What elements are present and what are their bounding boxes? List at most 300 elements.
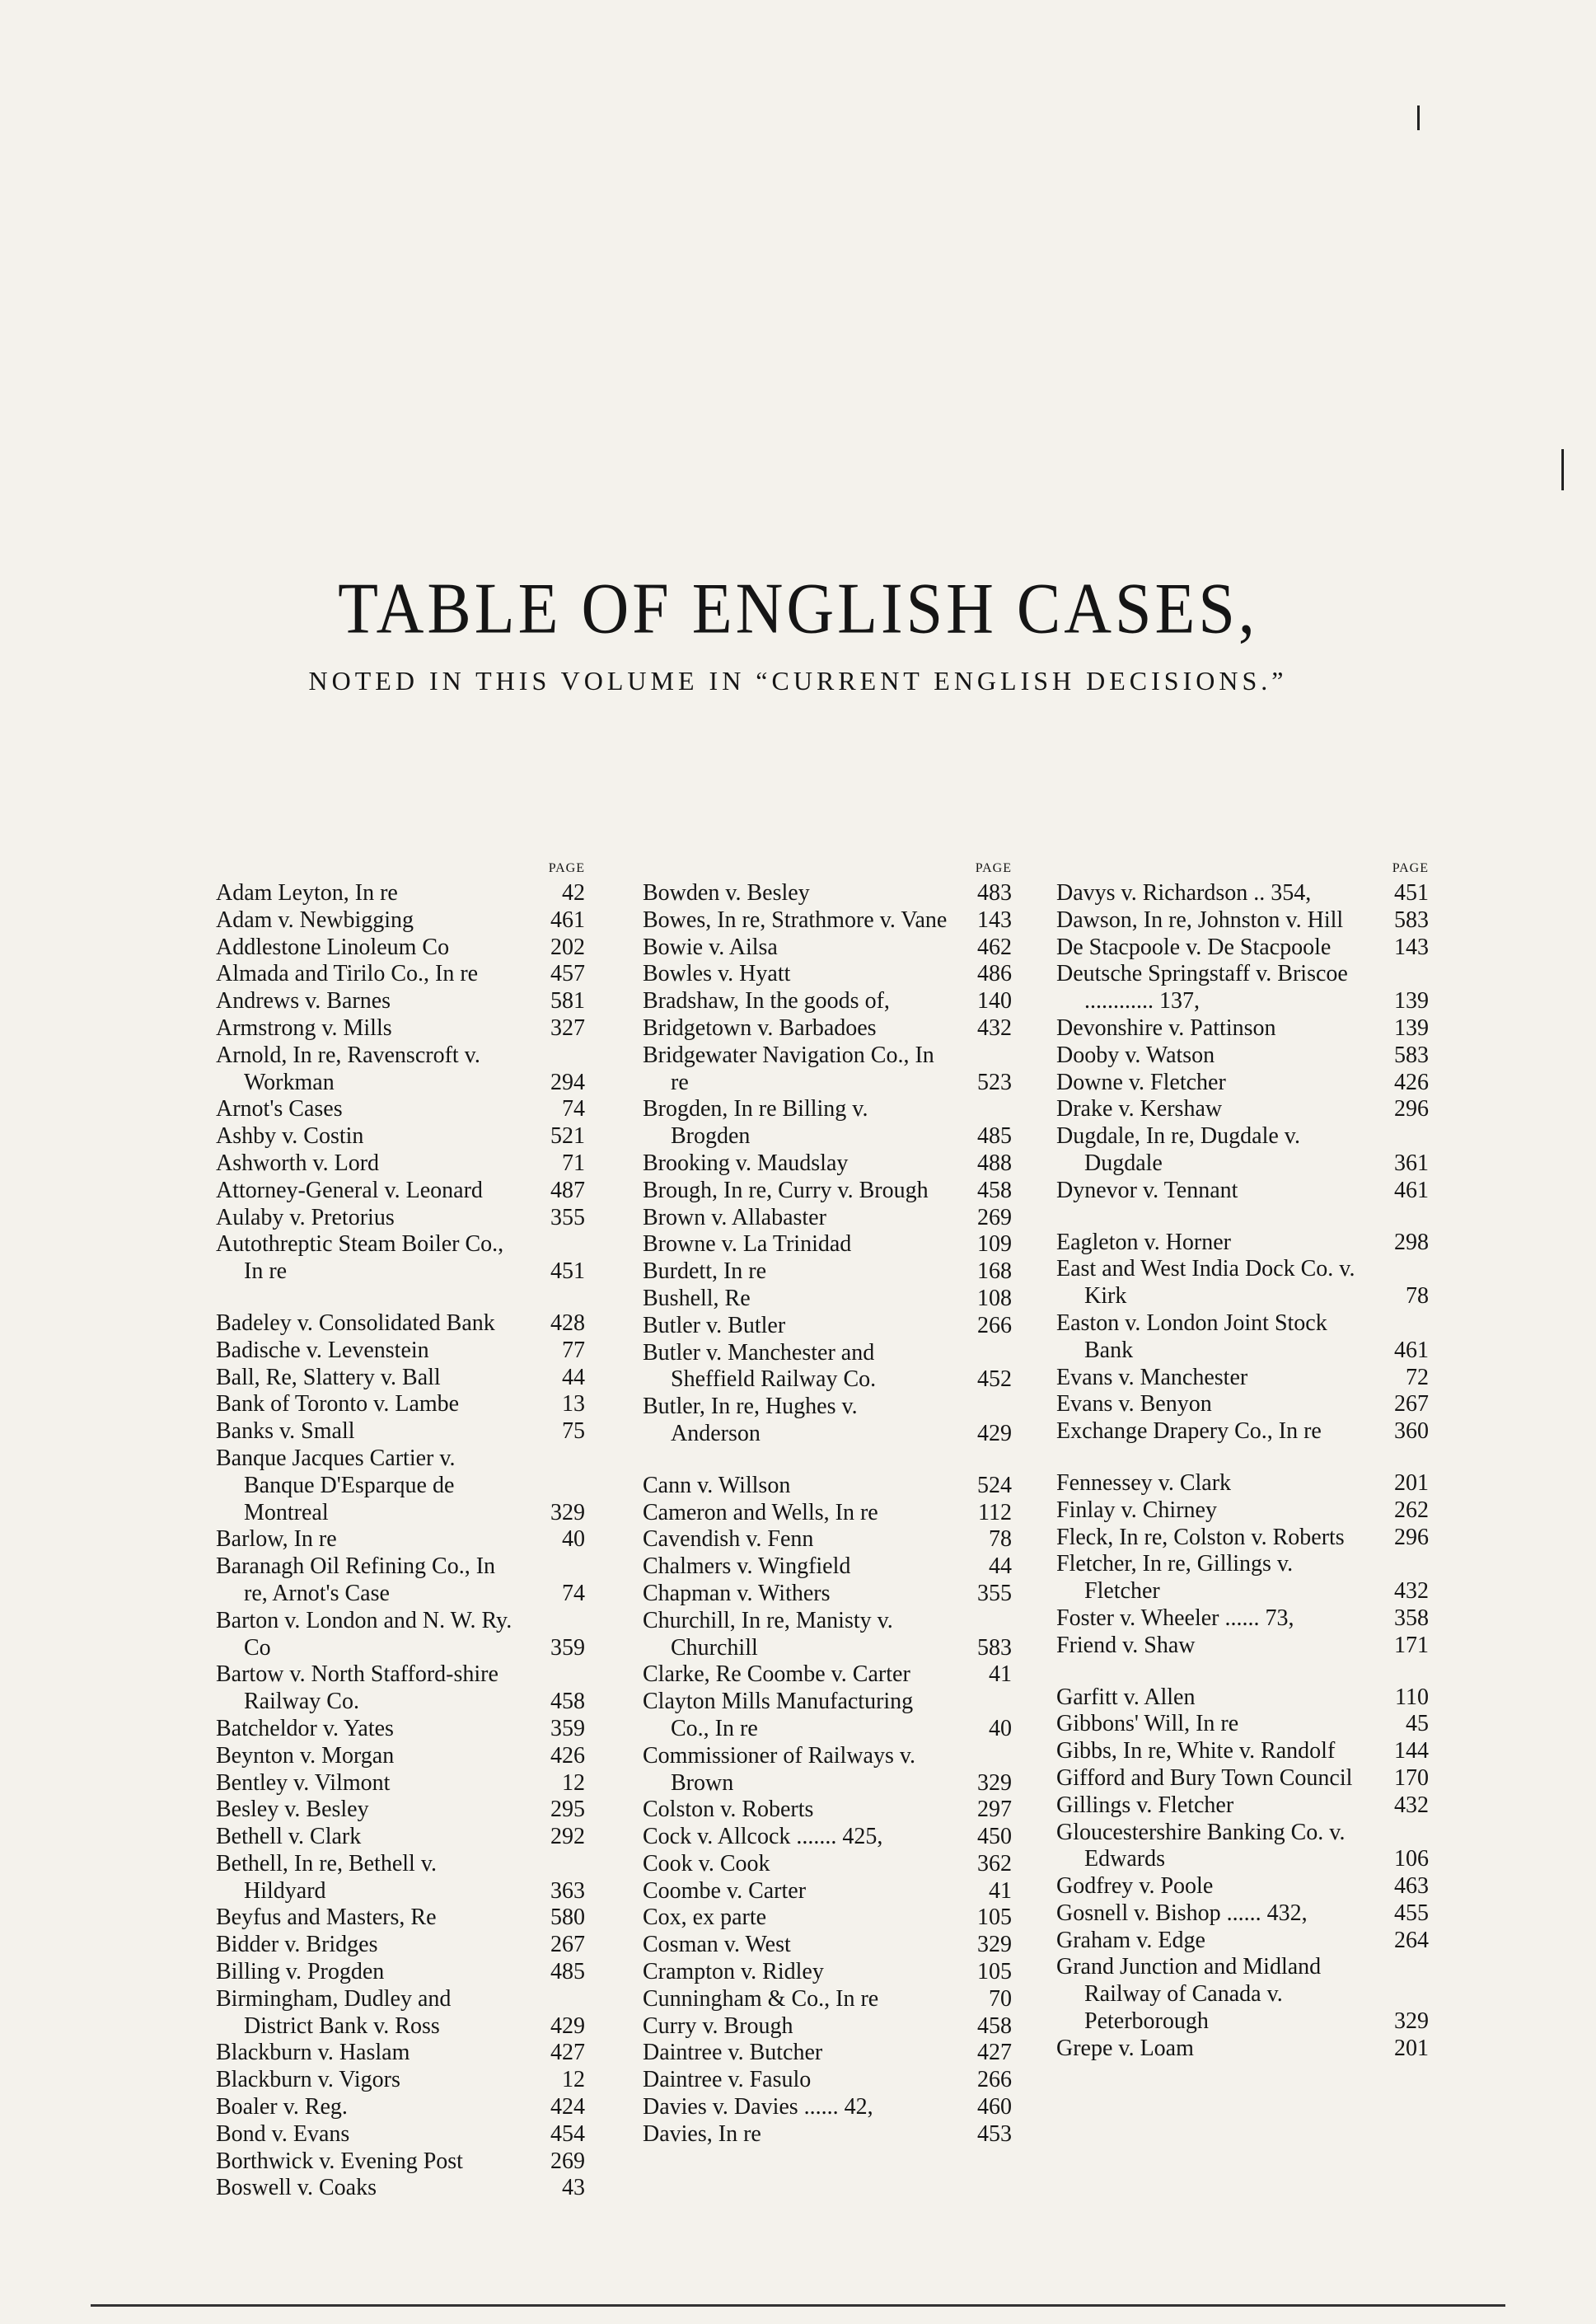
page-title: TABLE OF ENGLISH CASES, [338, 569, 1258, 649]
section-gap [1056, 1660, 1429, 1684]
case-column-1 [216, 857, 585, 2202]
case-entry [1056, 1043, 1429, 1070]
case-entry [216, 1770, 585, 1797]
page-number: 432 [977, 1014, 1012, 1041]
case-entry [1056, 1310, 1429, 1365]
page-number: 201 [1394, 2035, 1429, 2061]
case-name: Cosman v. West [643, 1932, 791, 1958]
case-name: Borthwick v. Evening Post [216, 2148, 463, 2174]
page-number: 458 [977, 1177, 1012, 1203]
case-name: Bethell v. Clark [216, 1824, 362, 1850]
case-entry [643, 961, 1012, 988]
case-entry [216, 880, 585, 907]
case-entry [1056, 1015, 1429, 1043]
case-name: Boaler v. Reg. [216, 2094, 348, 2120]
case-name: De Stacpoole v. De Stacpoole [1056, 934, 1332, 960]
page-number: 41 [989, 1877, 1012, 1904]
page-number: 110 [1395, 1684, 1429, 1710]
case-name: Cook v. Cook [643, 1850, 770, 1877]
case-name: Arnot's Cases [216, 1096, 343, 1122]
case-entry [216, 1716, 585, 1743]
page-number: 521 [550, 1123, 585, 1150]
case-name: Chalmers v. Wingfield [643, 1553, 851, 1580]
case-name: Adam Leyton, In re [216, 880, 398, 906]
page-number: 266 [977, 1312, 1012, 1338]
page-number: 462 [977, 934, 1012, 960]
case-entry [216, 1231, 585, 1286]
page-number: 78 [989, 1526, 1012, 1553]
case-entry [1056, 1684, 1429, 1712]
page-number: 262 [1394, 1497, 1429, 1523]
case-entry [643, 907, 1012, 935]
page-number: 458 [977, 2012, 1012, 2039]
case-name: Bowles v. Hyatt [643, 961, 791, 987]
case-entry [643, 1743, 1012, 1797]
margin-mark [1417, 105, 1420, 130]
page-number: 74 [562, 1580, 585, 1606]
case-entry [216, 2040, 585, 2067]
case-name: Colston v. Roberts [643, 1797, 814, 1823]
case-entry [643, 1526, 1012, 1553]
case-entry [216, 935, 585, 962]
case-name: Cameron and Wells, In re [643, 1499, 878, 1525]
page-number: 429 [550, 2012, 585, 2039]
page-number: 427 [550, 2040, 585, 2066]
case-entry [1056, 1954, 1429, 2035]
case-name: Finlay v. Chirney [1056, 1497, 1217, 1523]
page-number: 581 [550, 988, 585, 1014]
page-number: 267 [550, 1932, 585, 1958]
case-name: Bentley v. Vilmont [216, 1769, 391, 1796]
case-name: Bartow v. North Stafford-shire Railway Co. [216, 1661, 498, 1715]
case-entry [643, 1231, 1012, 1258]
page-number: 143 [977, 907, 1012, 933]
page-number: 75 [562, 1418, 585, 1445]
case-name: Ashby v. Costin [216, 1123, 364, 1150]
case-name: Deutsche Springstaff v. Briscoe ............ 137, [1056, 961, 1348, 1014]
case-name: Downe v. Fletcher [1056, 1069, 1226, 1095]
case-name: Besley v. Besley [216, 1797, 369, 1823]
case-entry [216, 1150, 585, 1178]
page-number: 329 [977, 1932, 1012, 1958]
case-name: Commissioner of Railways v. Brown [643, 1742, 916, 1796]
case-entry [1056, 961, 1429, 1015]
case-name: Batcheldor v. Yates [216, 1715, 394, 1741]
case-entry [643, 880, 1012, 907]
case-entry [643, 1959, 1012, 1986]
case-name: Ashworth v. Lord [216, 1150, 380, 1176]
case-name: East and West India Dock Co. v. Kirk [1056, 1256, 1355, 1310]
case-entry [1056, 1928, 1429, 1955]
case-entry [216, 1338, 585, 1365]
page-number: 201 [1394, 1469, 1429, 1496]
case-name: Eagleton v. Horner [1056, 1229, 1231, 1255]
case-entry [1056, 1391, 1429, 1418]
case-entry [216, 1391, 585, 1418]
page-number: 461 [550, 907, 585, 933]
case-name: Daintree v. Butcher [643, 2040, 823, 2066]
page-number: 109 [977, 1231, 1012, 1258]
page-number: 583 [1394, 1042, 1429, 1068]
case-name: Dugdale, In re, Dugdale v. Dugdale [1056, 1123, 1300, 1176]
page-number: 583 [1394, 907, 1429, 933]
case-entry [1056, 1525, 1429, 1552]
case-entry [216, 1365, 585, 1392]
page-number: 264 [1394, 1927, 1429, 1953]
case-entry [1056, 907, 1429, 935]
page-number: 428 [550, 1310, 585, 1336]
case-entry [643, 1394, 1012, 1448]
case-entry [643, 1661, 1012, 1689]
case-name: Blackburn v. Vigors [216, 2067, 400, 2093]
case-name: Autothreptic Steam Boiler Co., In re [216, 1231, 504, 1285]
case-name: Davies v. Davies ...... 42, [643, 2094, 873, 2120]
case-name: Almada and Tirilo Co., In re [216, 961, 479, 987]
page-number: 266 [977, 2067, 1012, 2093]
case-name: Burdett, In re [643, 1258, 767, 1285]
case-entry [1056, 1070, 1429, 1097]
case-entry [643, 1986, 1012, 2013]
section-gap [216, 1286, 585, 1310]
case-name: Gloucestershire Banking Co. v. Edwards [1056, 1819, 1346, 1872]
case-entry [1056, 1711, 1429, 1738]
case-name: Grand Junction and Midland Railway of Canada v. Peterborough [1056, 1954, 1322, 2035]
case-name: Friend v. Shaw [1056, 1632, 1196, 1658]
case-entry [216, 1824, 585, 1851]
case-entry [216, 1743, 585, 1770]
case-name: Fleck, In re, Colston v. Roberts [1056, 1524, 1345, 1550]
case-entry [1056, 935, 1429, 962]
case-name: Garfitt v. Allen [1056, 1684, 1196, 1710]
case-name: Bond v. Evans [216, 2120, 350, 2147]
page-number: 458 [550, 1689, 585, 1715]
case-name: Clayton Mills Manufacturing Co., In re [643, 1689, 914, 1741]
case-name: Ball, Re, Slattery v. Ball [216, 1364, 441, 1390]
page-number: 139 [1394, 988, 1429, 1014]
case-entry [216, 961, 585, 988]
page-number: 294 [550, 1069, 585, 1095]
page-number: 295 [550, 1797, 585, 1823]
page-number: 45 [1406, 1711, 1429, 1737]
case-column-2 [643, 857, 1012, 2148]
case-entry [216, 1553, 585, 1608]
case-entry [643, 1500, 1012, 1527]
case-name: Cann v. Willson [643, 1472, 791, 1498]
page-number: 451 [550, 1258, 585, 1285]
page-number: 112 [978, 1499, 1012, 1525]
page-number: 485 [977, 1123, 1012, 1150]
page-number: 292 [550, 1824, 585, 1850]
page-number: 485 [550, 1959, 585, 1985]
case-name: Coombe v. Carter [643, 1877, 807, 1904]
case-entry [216, 1661, 585, 1716]
page-number: 450 [977, 1824, 1012, 1850]
case-name: Clarke, Re Coombe v. Carter [643, 1661, 910, 1688]
case-entry [643, 1824, 1012, 1851]
page-number: 267 [1394, 1391, 1429, 1417]
case-name: Dooby v. Watson [1056, 1042, 1215, 1068]
case-name: Exchange Drapery Co., In re [1056, 1418, 1322, 1445]
page-number: 43 [562, 2175, 585, 2201]
case-entry [1056, 880, 1429, 907]
case-name: Armstrong v. Mills [216, 1014, 392, 1041]
page-number: 460 [977, 2094, 1012, 2120]
column-heading: PAGE [975, 861, 1012, 875]
case-name: Godfrey v. Poole [1056, 1873, 1214, 1900]
page-number: 524 [977, 1472, 1012, 1498]
page-number: 168 [977, 1258, 1012, 1285]
case-name: Bradshaw, In the goods of, [643, 988, 890, 1014]
case-name: Bidder v. Bridges [216, 1932, 378, 1958]
page-number: 171 [1394, 1632, 1429, 1658]
page-number: 463 [1394, 1873, 1429, 1900]
case-name: Gibbs, In re, White v. Randolf [1056, 1738, 1336, 1764]
case-name: Beynton v. Morgan [216, 1742, 395, 1769]
page-number: 488 [977, 1150, 1012, 1176]
page-number: 580 [550, 1905, 585, 1931]
case-name: Evans v. Manchester [1056, 1364, 1248, 1390]
case-entry [643, 1689, 1012, 1743]
page-subtitle: NOTED IN THIS VOLUME IN “CURRENT ENGLISH DECISIONS.” [308, 666, 1288, 696]
case-name: Birmingham, Dudley and District Bank v. Ross [216, 1985, 452, 2039]
case-name: Davies, In re [643, 2120, 761, 2147]
case-name: Bowden v. Besley [643, 880, 810, 906]
case-entry [216, 1851, 585, 1905]
page-number: 40 [989, 1715, 1012, 1741]
page-number: 358 [1394, 1605, 1429, 1631]
page-number: 72 [1406, 1364, 1429, 1390]
case-entry [1056, 1497, 1429, 1525]
case-name: Bethell, In re, Bethell v. Hildyard [216, 1850, 437, 1904]
case-entry [216, 1905, 585, 1932]
page-number: 329 [1394, 2008, 1429, 2035]
page-number: 361 [1394, 1150, 1429, 1176]
page-number: 455 [1394, 1900, 1429, 1926]
page-number: 329 [550, 1499, 585, 1525]
page-number: 77 [562, 1337, 585, 1363]
page-number: 362 [977, 1850, 1012, 1877]
case-name: Blackburn v. Haslam [216, 2040, 410, 2066]
case-name: Bowie v. Ailsa [643, 934, 778, 960]
case-entry [216, 2148, 585, 2176]
page-number: 71 [562, 1150, 585, 1176]
case-name: Addlestone Linoleum Co [216, 934, 450, 960]
case-name: Andrews v. Barnes [216, 988, 391, 1014]
case-entry [1056, 1470, 1429, 1497]
case-name: Barlow, In re [216, 1526, 337, 1553]
case-name: Fennessey v. Clark [1056, 1469, 1232, 1496]
case-entry [1056, 1900, 1429, 1928]
page-number: 360 [1394, 1418, 1429, 1445]
case-entry [643, 1258, 1012, 1286]
page-number: 143 [1394, 934, 1429, 960]
case-entry [216, 2121, 585, 2148]
page-number: 461 [1394, 1177, 1429, 1203]
case-entry [216, 1310, 585, 1338]
case-name: Fletcher, In re, Gillings v. Fletcher [1056, 1551, 1294, 1605]
case-name: Gosnell v. Bishop ...... 432, [1056, 1900, 1308, 1926]
page-number: 432 [1394, 1578, 1429, 1605]
case-name: Brough, In re, Curry v. Brough [643, 1177, 929, 1203]
page-number: 454 [550, 2120, 585, 2147]
case-name: Attorney-General v. Leonard [216, 1177, 483, 1203]
page-number: 70 [989, 1985, 1012, 2012]
case-entry [643, 935, 1012, 962]
page-number: 487 [550, 1177, 585, 1203]
case-entry [643, 2013, 1012, 2041]
case-name: Dynevor v. Tennant [1056, 1177, 1238, 1203]
case-entry [1056, 1365, 1429, 1392]
case-name: Easton v. London Joint Stock Bank [1056, 1310, 1327, 1363]
case-name: Badische v. Levenstein [216, 1337, 429, 1363]
case-name: Adam v. Newbigging [216, 907, 414, 933]
page-number: 427 [977, 2040, 1012, 2066]
page-number: 106 [1394, 1846, 1429, 1872]
case-name: Brooking v. Maudslay [643, 1150, 849, 1176]
section-gap [1056, 1205, 1429, 1230]
page-number: 105 [977, 1905, 1012, 1931]
case-entry [1056, 2036, 1429, 2063]
case-name: Gillings v. Fletcher [1056, 1792, 1234, 1818]
case-entry [216, 907, 585, 935]
page-number: 452 [977, 1366, 1012, 1393]
case-entry [216, 2094, 585, 2121]
case-name: Boswell v. Coaks [216, 2175, 377, 2201]
case-entry [216, 2175, 585, 2202]
case-name: Chapman v. Withers [643, 1580, 831, 1606]
margin-mark [1561, 449, 1564, 490]
case-entry [643, 1096, 1012, 1150]
page-number: 426 [550, 1742, 585, 1769]
case-entry [216, 1178, 585, 1205]
case-name: Arnold, In re, Ravenscroft v. Workman [216, 1042, 480, 1095]
page-number: 41 [989, 1661, 1012, 1688]
page-number: 144 [1394, 1738, 1429, 1764]
case-entry [216, 1123, 585, 1150]
case-name: Davys v. Richardson .. 354, [1056, 880, 1312, 906]
column-heading: PAGE [1392, 861, 1429, 875]
case-name: Cavendish v. Fenn [643, 1526, 814, 1553]
case-entry [1056, 1551, 1429, 1605]
page-number: 42 [562, 880, 585, 906]
case-entry [216, 1205, 585, 1232]
case-entry [643, 1905, 1012, 1932]
case-name: Butler v. Butler [643, 1312, 786, 1338]
case-name: Brogden, In re Billing v. Brogden [643, 1096, 868, 1150]
case-name: Crampton v. Ridley [643, 1959, 824, 1985]
case-entry [216, 1797, 585, 1824]
case-entry [643, 1878, 1012, 1905]
case-entry [1056, 1873, 1429, 1900]
page-number: 298 [1394, 1229, 1429, 1255]
case-name: Billing v. Progden [216, 1959, 385, 1985]
case-entry [643, 1015, 1012, 1043]
page-number: 429 [977, 1420, 1012, 1446]
case-entry [216, 1932, 585, 1959]
case-name: Butler, In re, Hughes v. Anderson [643, 1394, 858, 1446]
page-number: 269 [550, 2148, 585, 2174]
case-name: Bridgewater Navigation Co., In re [643, 1042, 934, 1095]
page-number: 296 [1394, 1096, 1429, 1122]
page-number: 296 [1394, 1524, 1429, 1550]
case-entry [643, 1553, 1012, 1581]
page-number: 483 [977, 880, 1012, 906]
page-number: 329 [977, 1769, 1012, 1796]
case-entry [216, 988, 585, 1015]
case-entry [1056, 1096, 1429, 1123]
case-name: Churchill, In re, Manisty v. Churchill [643, 1607, 893, 1661]
case-name: Bank of Toronto v. Lambe [216, 1391, 460, 1417]
case-entry [216, 1096, 585, 1123]
case-entry [643, 2040, 1012, 2067]
page-number: 44 [562, 1364, 585, 1390]
case-entry [1056, 1738, 1429, 1765]
page-number: 432 [1394, 1792, 1429, 1818]
case-entry [643, 1797, 1012, 1824]
case-entry [643, 1313, 1012, 1340]
section-gap [1056, 1445, 1429, 1470]
page-number: 297 [977, 1797, 1012, 1823]
case-name: Bridgetown v. Barbadoes [643, 1014, 877, 1041]
page-number: 12 [562, 2067, 585, 2093]
page-number: 355 [977, 1580, 1012, 1606]
case-entry [216, 1986, 585, 2041]
case-entry [643, 1340, 1012, 1394]
case-entry [643, 2094, 1012, 2121]
case-name: Cock v. Allcock ....... 425, [643, 1824, 883, 1850]
page-number: 583 [977, 1634, 1012, 1661]
case-entry [1056, 1230, 1429, 1257]
case-entry [643, 1851, 1012, 1878]
case-entry [216, 1418, 585, 1445]
case-entry [216, 2067, 585, 2094]
case-name: Devonshire v. Pattinson [1056, 1014, 1276, 1041]
page-number: 44 [989, 1553, 1012, 1580]
case-entry [643, 1608, 1012, 1662]
page-number: 461 [1394, 1337, 1429, 1363]
case-entry [1056, 1765, 1429, 1792]
case-entry [643, 1043, 1012, 1097]
case-column-3 [1056, 857, 1429, 2063]
case-entry [643, 2067, 1012, 2094]
section-gap [643, 1448, 1012, 1473]
case-name: Grepe v. Loam [1056, 2035, 1194, 2061]
page-number: 108 [977, 1285, 1012, 1311]
page-number: 13 [562, 1391, 585, 1417]
case-entry [216, 1608, 585, 1662]
case-name: Evans v. Benyon [1056, 1391, 1212, 1417]
case-entry [1056, 1256, 1429, 1310]
case-entry [643, 988, 1012, 1015]
page-number: 355 [550, 1204, 585, 1230]
case-name: Brown v. Allabaster [643, 1204, 826, 1230]
bottom-rule [91, 2304, 1505, 2307]
page-number: 359 [550, 1634, 585, 1661]
case-entry [1056, 1820, 1429, 1874]
page-number: 12 [562, 1769, 585, 1796]
case-name: Gibbons' Will, In re [1056, 1711, 1239, 1737]
page-number: 170 [1394, 1764, 1429, 1791]
case-entry [1056, 1123, 1429, 1178]
page-number: 74 [562, 1096, 585, 1122]
case-entry [643, 1178, 1012, 1205]
page-number: 359 [550, 1715, 585, 1741]
case-name: Graham v. Edge [1056, 1927, 1205, 1953]
page-number: 140 [977, 988, 1012, 1014]
page-number: 451 [1394, 880, 1429, 906]
case-name: Browne v. La Trinidad [643, 1231, 852, 1258]
page-number: 486 [977, 961, 1012, 987]
